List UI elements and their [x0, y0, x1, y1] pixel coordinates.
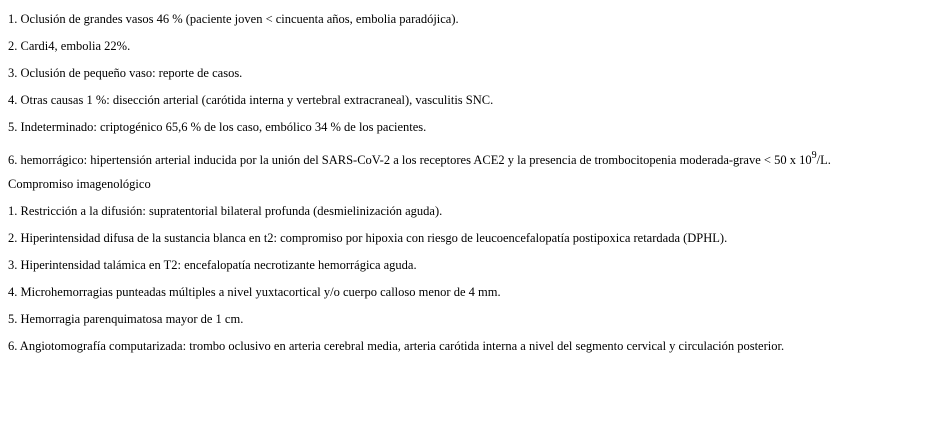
list-item-imaging-2: 2. Hiperintensidad difusa de la sustancia blanca en t2: compromiso por hipoxia con riesgo de leucoencefalopatía postipoxica retardada (DPHL).: [8, 231, 728, 245]
document-body: [8, 10, 938, 364]
hemorrhagic-text: 6. hemorrágico: hipertensión arterial inducida por la unión del SARS-CoV-2 a los receptores ACE2 y la presencia de trombocitopenia moderada-grave < 50 x 10: [8, 153, 812, 167]
list-item-cause-5: 5. Indeterminado: criptogénico 65,6 % de los caso, embólico 34 % de los pacientes.: [8, 120, 427, 134]
list-item-hemorrhagic: [8, 145, 938, 175]
list-item-cause-2: 2. Cardi4, embolia 22%.: [8, 39, 131, 53]
section-heading-imaging: Compromiso imagenológico: [8, 177, 151, 191]
list-item-imaging-6: 6. Angiotomografía computarizada: trombo oclusivo en arteria cerebral media, arteria carótida interna a nivel del segmento cervical y circulación posterior.: [8, 339, 785, 353]
list-item-imaging-5: 5. Hemorragia parenquimatosa mayor de 1 cm.: [8, 312, 244, 326]
list-item-cause-1: 1. Oclusión de grandes vasos 46 % (paciente joven < cincuenta años, embolia paradójica).: [8, 12, 459, 26]
list-item-cause-4: 4. Otras causas 1 %: disección arterial (carótida interna y vertebral extracraneal), vasculitis SNC.: [8, 93, 494, 107]
hemorrhagic-suffix: /L.: [816, 153, 831, 167]
list-item-imaging-1: 1. Restricción a la difusión: supratentorial bilateral profunda (desmielinización aguda).: [8, 204, 443, 218]
list-item-imaging-3: 3. Hiperintensidad talámica en T2: encefalopatía necrotizante hemorrágica aguda.: [8, 258, 417, 272]
list-item-cause-3: 3. Oclusión de pequeño vaso: reporte de casos.: [8, 66, 243, 80]
hemorrhagic-exponent: 9: [811, 150, 817, 161]
list-item-imaging-4: 4. Microhemorragias punteadas múltiples a nivel yuxtacortical y/o cuerpo calloso menor de 4 mm.: [8, 285, 501, 299]
